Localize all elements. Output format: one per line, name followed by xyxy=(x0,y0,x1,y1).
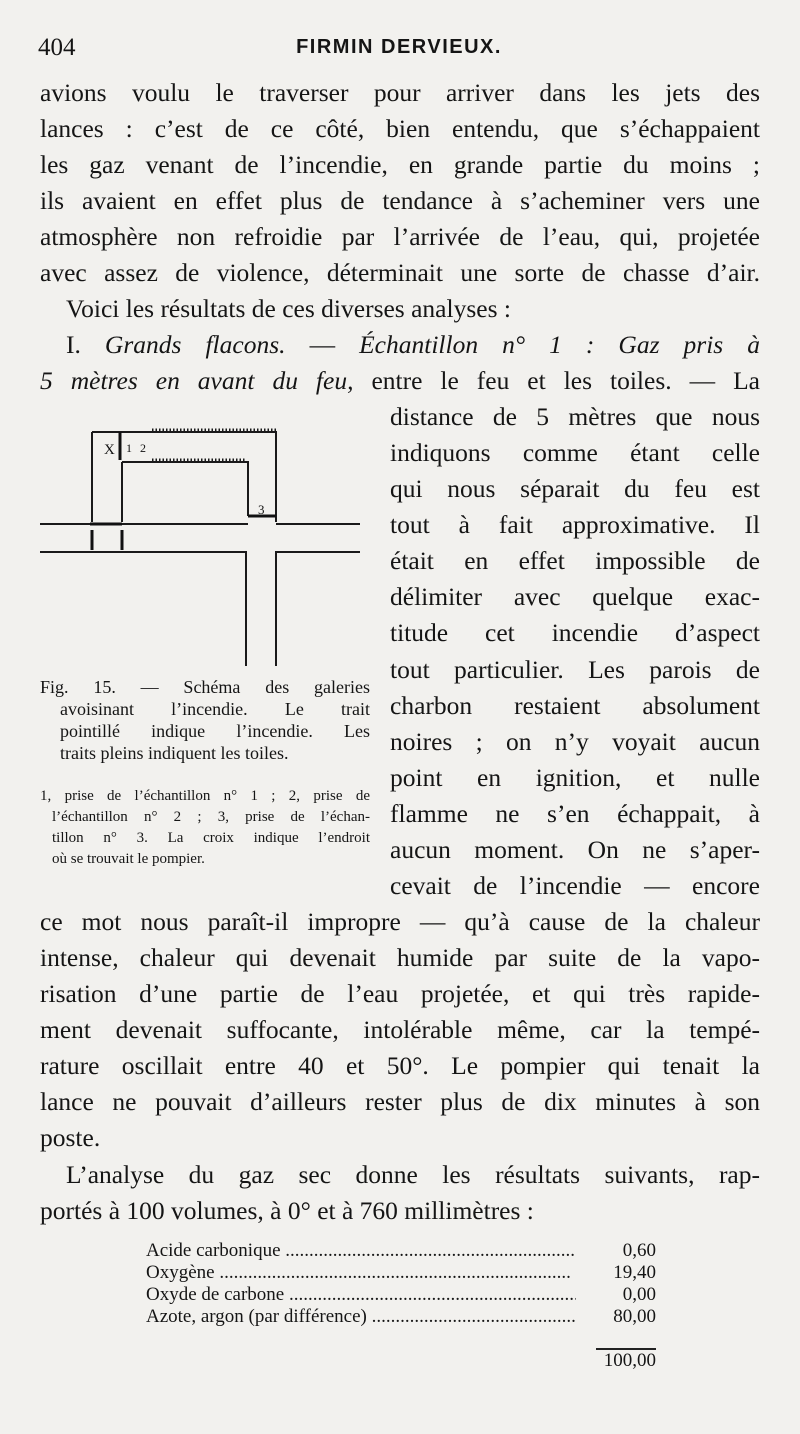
sample-label: Échantillon n° 1 : Gaz pris à xyxy=(359,330,761,359)
label-1: 1 xyxy=(126,441,132,455)
text-line: flamme ne s’en échappait, à xyxy=(390,799,760,828)
text-line: cevait de l’incendie — encore xyxy=(390,871,760,900)
text-line: point en ignition, et nulle xyxy=(390,763,760,792)
text-line: ils avaient en effet plus de tendance à s’acheminer vers une xyxy=(40,186,760,215)
section-heading xyxy=(66,330,760,360)
caption-line: Fig. 15. — Schéma des galeries xyxy=(40,677,370,697)
text-line: lance ne pouvait d’ailleurs rester plus de dix minutes à son xyxy=(40,1087,760,1116)
table-row xyxy=(146,1262,656,1284)
text-line: portés à 100 volumes, à 0° et à 760 millimètres : xyxy=(40,1196,534,1225)
text-line: avions voulu le traverser pour arriver dans les jets des xyxy=(40,78,760,107)
section-dash: — xyxy=(309,330,336,359)
section-number: I. xyxy=(66,330,81,359)
text-line: avec assez de violence, déterminait une sorte de chasse d’air. xyxy=(40,258,760,287)
running-head: FIRMIN DERVIEUX. xyxy=(296,36,502,58)
row-value: 0,00 xyxy=(576,1284,656,1306)
text-line: indiquons comme étant celle xyxy=(390,438,760,467)
caption-line: pointillé indique l’incendie. Les xyxy=(60,721,370,741)
text-line: L’analyse du gaz sec donne les résultats suivants, rap- xyxy=(66,1160,760,1189)
label-2: 2 xyxy=(140,441,146,455)
text-line: charbon restaient absolument xyxy=(390,691,760,720)
row-label: Oxyde de carbone ..... xyxy=(146,1284,576,1306)
section-line-2 xyxy=(40,366,760,396)
figure-caption xyxy=(40,676,370,764)
note-line: l’échantillon n° 2 ; 3, prise de l’échan- xyxy=(52,809,370,825)
text-line: rature oscillait entre 40 et 50°. Le pompier qui tenait la xyxy=(40,1051,760,1080)
page-number: 404 xyxy=(38,34,76,61)
text-line: poste. xyxy=(40,1123,101,1152)
sample-location: entre le feu et les toiles. — La xyxy=(371,366,760,395)
cross-label: X xyxy=(104,442,115,458)
row-value: 80,00 xyxy=(576,1306,656,1328)
section-title: Grands flacons. xyxy=(104,330,286,359)
caption-line: avoisinant l’incendie. Le trait xyxy=(60,699,370,719)
caption-line: traits pleins indiquent les toiles. xyxy=(60,743,289,763)
row-value: 0,60 xyxy=(576,1240,656,1262)
row-value: 19,40 xyxy=(576,1262,656,1284)
row-label: Oxygène ..... xyxy=(146,1262,576,1284)
text-line: était en effet impossible de xyxy=(390,546,760,575)
page-header xyxy=(38,34,760,70)
table-total: 100,00 xyxy=(603,1350,656,1371)
sample-distance: 5 mètres en avant du feu, xyxy=(40,366,354,395)
table-row xyxy=(146,1306,656,1328)
text-line: délimiter avec quelque exac- xyxy=(390,582,760,611)
row-label: Azote, argon (par différence) ..... xyxy=(146,1306,576,1328)
gallery-wall xyxy=(276,552,360,666)
note-line: 1, prise de l’échantillon n° 1 ; 2, prise de xyxy=(40,788,370,804)
text-line: ment devenait suffocante, intolérable même, car la tempé- xyxy=(40,1015,760,1044)
text-line: tout particulier. Les parois de xyxy=(390,655,760,684)
row-label: Acide carbonique ..... xyxy=(146,1240,576,1262)
results-table xyxy=(146,1240,656,1328)
text-line: noires ; on n’y voyait aucun xyxy=(390,727,760,756)
text-line: ce mot nous paraît-il impropre — qu’à cause de la chaleur xyxy=(40,907,760,936)
text-line: tout à fait approximative. Il xyxy=(390,510,760,539)
label-3: 3 xyxy=(258,502,265,517)
note-line: où se trouvait le pompier. xyxy=(52,851,205,867)
gallery-wall xyxy=(40,552,246,666)
text-line: intense, chaleur qui devenait humide par suite de la vapo- xyxy=(40,943,760,972)
text-line: atmosphère non refroidie par l’arrivée de l’eau, qui, projetée xyxy=(40,222,760,251)
text-line: qui nous séparait du feu est xyxy=(390,474,760,503)
text-line: les gaz venant de l’incendie, en grande partie du moins ; xyxy=(40,150,760,179)
intro-line: Voici les résultats de ces diverses analyses : xyxy=(66,294,511,323)
text-line: distance de 5 mètres que nous xyxy=(390,402,760,431)
note-line: tillon n° 3. La croix indique l’endroit xyxy=(52,830,370,846)
text-line: risation d’une partie de l’eau projetée, et qui très rapide- xyxy=(40,979,760,1008)
figure-note xyxy=(40,786,370,870)
text-line: titude cet incendie d’aspect xyxy=(390,618,760,647)
gallery-wall xyxy=(122,462,248,516)
table-row xyxy=(146,1284,656,1306)
table-row xyxy=(146,1240,656,1262)
text-line: lances : c’est de ce côté, bien entendu, que s’échappaient xyxy=(40,114,760,143)
gallery-diagram xyxy=(40,420,360,670)
text-line: aucun moment. On ne s’aper- xyxy=(390,835,760,864)
